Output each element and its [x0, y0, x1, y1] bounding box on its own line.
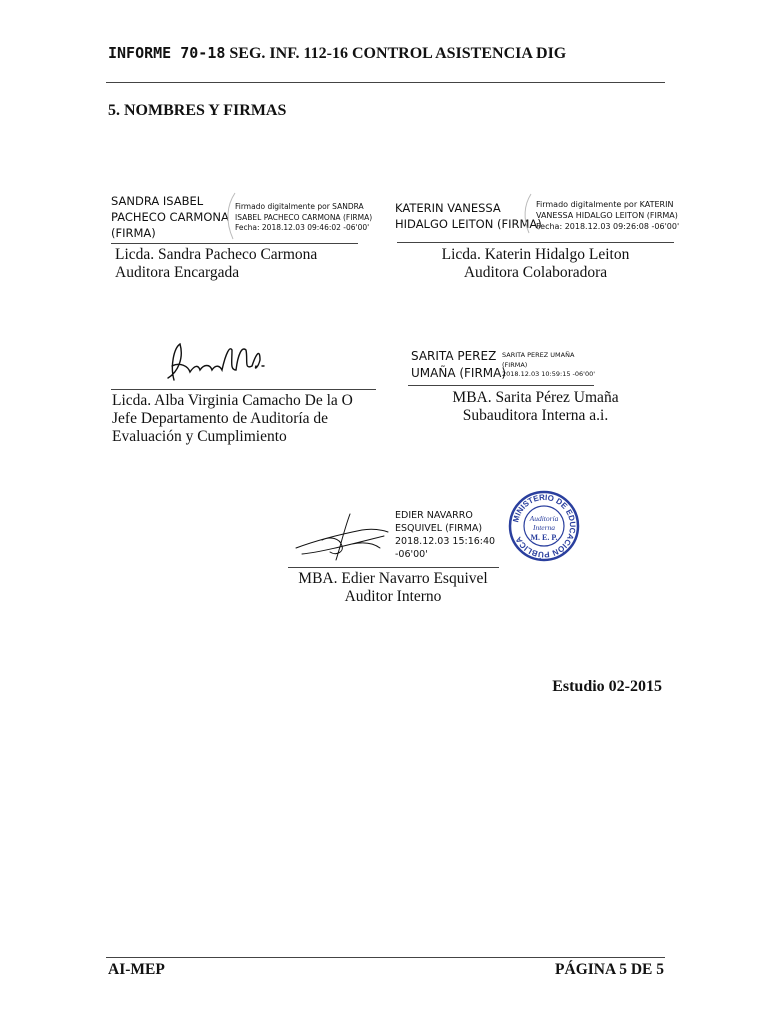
handwritten-signature-icon [160, 336, 270, 386]
signer-role: Jefe Departamento de Auditoría de [112, 410, 329, 427]
signer-block-navarro [280, 570, 506, 606]
signer-role: Subauditora Interna a.i. [462, 407, 609, 424]
signature-meta-line: Fecha: 2018.12.03 09:26:08 -06'00' [536, 222, 680, 231]
signer-line: UMAÑA (FIRMA) [411, 366, 507, 380]
signer-role: Evaluación y Cumplimiento [112, 428, 287, 445]
handwritten-signature-icon [292, 508, 394, 564]
signer-name: MBA. Sarita Pérez Umaña [452, 389, 619, 406]
signer-line: -06'00' [395, 549, 428, 560]
signer-role: Auditor Interno [344, 588, 442, 605]
study-reference: Estudio 02-2015 [552, 678, 662, 695]
signature-line [111, 389, 376, 390]
signer-line: HIDALGO LEITON (FIRMA) [395, 217, 542, 231]
page-number: PÁGINA 5 DE 5 [555, 961, 664, 978]
signer-block-camacho [112, 392, 353, 446]
report-id: INFORME 70-18 [108, 44, 226, 62]
signature-meta-line: VANESSA HIDALGO LEITON (FIRMA) [536, 211, 678, 220]
signer-name: Licda. Alba Virginia Camacho De la O [112, 392, 353, 409]
digital-signature-hidalgo [395, 197, 680, 237]
seal-center-line: Interna [532, 523, 556, 532]
signature-line [397, 242, 674, 243]
footer-left: AI-MEP [108, 961, 165, 978]
signature-meta-line: (FIRMA) [502, 360, 528, 369]
digital-signature-navarro [395, 509, 505, 561]
signature-line [408, 385, 594, 386]
digital-signature-perez [411, 348, 601, 384]
digital-signature-pacheco [111, 193, 373, 241]
signer-line: (FIRMA) [111, 226, 156, 240]
signature-meta-line: Fecha: 2018.12.03 09:46:02 -06'00' [235, 223, 370, 232]
report-title: SEG. INF. 112-16 CONTROL ASISTENCIA DIG [229, 45, 567, 62]
signer-line: EDIER NAVARRO [395, 510, 473, 521]
footer-rule [106, 957, 665, 958]
signer-line: KATERIN VANESSA [395, 201, 501, 215]
signature-meta-line: ISABEL PACHECO CARMONA (FIRMA) [235, 212, 373, 222]
signer-line: SARITA PEREZ [411, 349, 497, 363]
signature-meta-line: Firmado digitalmente por KATERIN [536, 200, 674, 209]
signer-block-hidalgo [397, 246, 674, 282]
signer-name: Licda. Sandra Pacheco Carmona [115, 246, 318, 263]
signature-line [111, 243, 358, 244]
signer-line: ESQUIVEL (FIRMA) [395, 523, 483, 534]
signature-meta-line: SARITA PEREZ UMAÑA [502, 351, 575, 359]
signer-block-perez [397, 389, 674, 425]
signature-meta-line: 2018.12.03 10:59:15 -06'00' [502, 370, 596, 378]
signer-name: Licda. Katerin Hidalgo Leiton [441, 246, 630, 263]
seal-center-line: Auditoría [529, 514, 559, 523]
section-title: 5. NOMBRES Y FIRMAS [108, 102, 287, 119]
signature-meta-line: Firmado digitalmente por SANDRA [235, 202, 364, 211]
header-rule [106, 82, 665, 83]
signer-block-pacheco [115, 246, 317, 282]
signer-name: MBA. Edier Navarro Esquivel [298, 570, 488, 587]
signer-line: SANDRA ISABEL [111, 194, 204, 208]
signer-line: PACHECO CARMONA [111, 210, 229, 224]
signature-line [288, 567, 499, 568]
page-header [108, 44, 566, 63]
signer-line: 2018.12.03 15:16:40 [395, 536, 496, 547]
seal-center-line: M. E. P. [530, 533, 558, 542]
auditoria-seal-icon [508, 490, 580, 562]
signer-role: Auditora Encargada [115, 264, 240, 281]
signature-divider-icon [520, 193, 534, 235]
signer-role: Auditora Colaboradora [463, 264, 608, 281]
seal-ring-text: MINISTERIO DE EDUCACIÓN PÚBLICA [511, 492, 578, 560]
